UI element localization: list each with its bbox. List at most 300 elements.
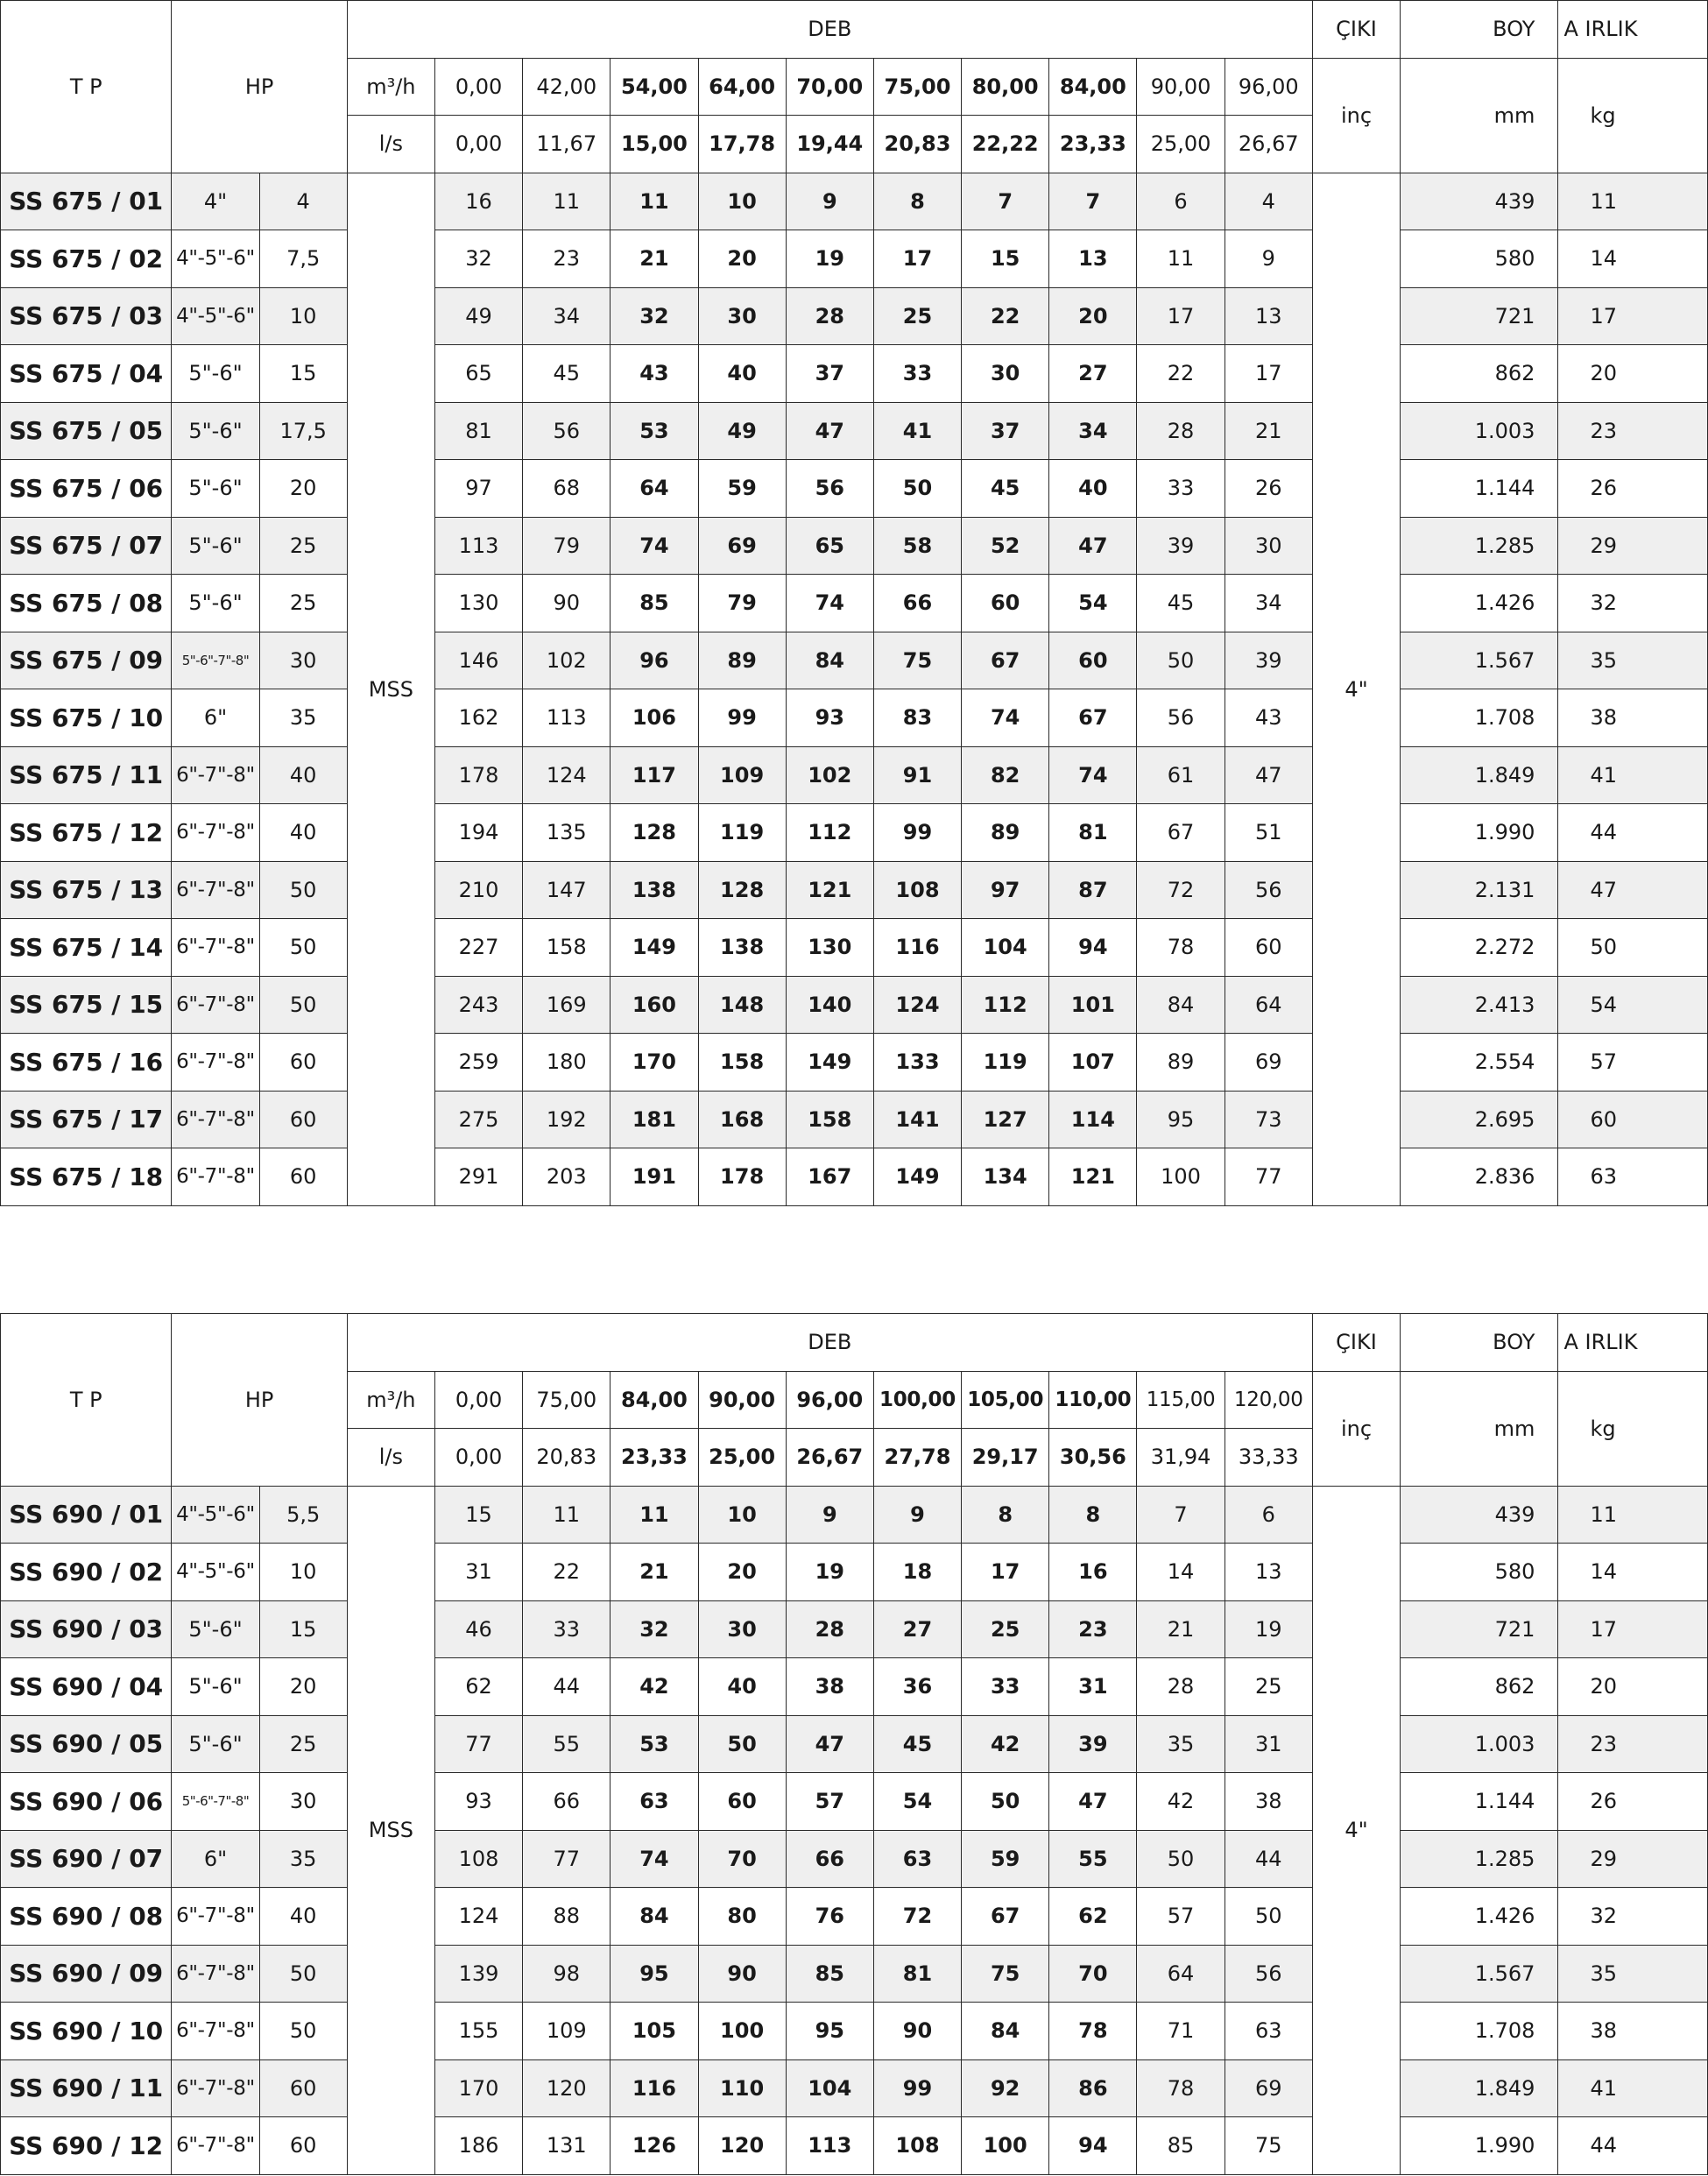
head-value: 291	[434, 1148, 522, 1206]
pump-model: SS 690 / 03	[1, 1600, 172, 1658]
flow-ls-value: 25,00	[698, 1429, 786, 1487]
head-value: 97	[434, 460, 522, 518]
head-value: 85	[786, 1945, 873, 2003]
head-value: 11	[1137, 230, 1225, 288]
head-value: 112	[962, 976, 1049, 1034]
head-value: 119	[962, 1034, 1049, 1092]
flow-ls-value: 25,00	[1137, 116, 1225, 173]
head-value: 78	[1137, 919, 1225, 977]
flow-ls-value: 17,78	[698, 116, 786, 173]
flow-m3h-value: 75,00	[873, 58, 961, 116]
head-value: 81	[873, 1945, 961, 2003]
pump-length: 1.003	[1401, 1715, 1558, 1773]
head-value: 32	[611, 1600, 698, 1658]
m3h-unit-label: m³/h	[347, 58, 434, 116]
head-value: 109	[523, 2003, 611, 2060]
table-row	[1, 1945, 1708, 2003]
head-value: 82	[962, 746, 1049, 804]
head-value: 80	[698, 1888, 786, 1946]
flow-m3h-value: 120,00	[1225, 1371, 1312, 1429]
head-value: 14	[1137, 1544, 1225, 1601]
flow-m3h-value: 100,00	[873, 1371, 961, 1429]
pump-weight: 35	[1558, 632, 1708, 689]
head-value: 95	[1137, 1091, 1225, 1148]
pump-length: 1.849	[1401, 2059, 1558, 2117]
well-diameter: 5"-6"	[172, 1658, 259, 1716]
well-diameter: 6"-7"-8"	[172, 1888, 259, 1946]
head-value: 69	[1225, 2059, 1312, 2117]
head-value: 62	[434, 1658, 522, 1716]
pump-weight: 11	[1558, 1486, 1708, 1544]
head-value: 11	[611, 173, 698, 230]
horsepower: 35	[259, 1830, 347, 1888]
pump-weight: 44	[1558, 2117, 1708, 2175]
head-value: 69	[698, 517, 786, 575]
head-value: 65	[434, 345, 522, 403]
head-value: 124	[523, 746, 611, 804]
head-value: 105	[611, 2003, 698, 2060]
head-value: 31	[434, 1544, 522, 1601]
head-value: 21	[611, 1544, 698, 1601]
head-value: 49	[434, 287, 522, 345]
pump-model: SS 690 / 08	[1, 1888, 172, 1946]
pump-model: SS 675 / 18	[1, 1148, 172, 1206]
head-value: 149	[873, 1148, 961, 1206]
table-row	[1, 2059, 1708, 2117]
pump-weight: 35	[1558, 1945, 1708, 2003]
pump-model: SS 675 / 08	[1, 575, 172, 632]
flow-ls-value: 15,00	[611, 116, 698, 173]
head-value: 39	[1225, 632, 1312, 689]
head-value: 91	[873, 746, 961, 804]
well-diameter: 4"	[172, 173, 259, 230]
head-value: 17	[873, 230, 961, 288]
horsepower: 40	[259, 804, 347, 862]
head-value: 84	[611, 1888, 698, 1946]
pump-length: 1.426	[1401, 575, 1558, 632]
head-value: 37	[962, 402, 1049, 460]
ls-unit-label: l/s	[347, 1429, 434, 1487]
head-value: 83	[873, 689, 961, 747]
head-value: 160	[611, 976, 698, 1034]
head-value: 54	[1049, 575, 1137, 632]
head-value: 20	[698, 230, 786, 288]
head-value: 68	[523, 460, 611, 518]
table-row	[1, 2117, 1708, 2175]
flow-ls-value: 22,22	[962, 116, 1049, 173]
head-value: 108	[434, 1830, 522, 1888]
flow-rate-header: DEB	[347, 1, 1312, 59]
pump-weight: 23	[1558, 402, 1708, 460]
pump-model: SS 675 / 14	[1, 919, 172, 977]
head-value: 15	[962, 230, 1049, 288]
head-value: 28	[786, 1600, 873, 1658]
head-value: 59	[962, 1830, 1049, 1888]
head-value: 38	[786, 1658, 873, 1716]
head-value: 98	[523, 1945, 611, 2003]
table-row	[1, 575, 1708, 632]
pump-length: 580	[1401, 1544, 1558, 1601]
table-row	[1, 1600, 1708, 1658]
head-value: 128	[611, 804, 698, 862]
head-value: 22	[1137, 345, 1225, 403]
head-value: 17	[1137, 287, 1225, 345]
head-value: 77	[523, 1830, 611, 1888]
head-value: 23	[523, 230, 611, 288]
head-value: 66	[786, 1830, 873, 1888]
head-value: 146	[434, 632, 522, 689]
pump-model: SS 690 / 07	[1, 1830, 172, 1888]
head-value: 49	[698, 402, 786, 460]
head-value: 186	[434, 2117, 522, 2175]
head-value: 99	[698, 689, 786, 747]
pump-length: 580	[1401, 230, 1558, 288]
head-value: 81	[1049, 804, 1137, 862]
pump-model: SS 675 / 10	[1, 689, 172, 747]
flow-m3h-value: 42,00	[523, 58, 611, 116]
horsepower: 60	[259, 1091, 347, 1148]
head-value: 93	[786, 689, 873, 747]
head-value: 78	[1137, 2059, 1225, 2117]
head-value: 95	[786, 2003, 873, 2060]
head-value: 74	[611, 517, 698, 575]
head-value: 64	[611, 460, 698, 518]
horsepower: 60	[259, 1034, 347, 1092]
head-value: 55	[1049, 1830, 1137, 1888]
pump-model: SS 690 / 10	[1, 2003, 172, 2060]
head-value: 34	[1049, 402, 1137, 460]
ls-unit-label: l/s	[347, 116, 434, 173]
flow-ls-value: 23,33	[1049, 116, 1137, 173]
head-value: 39	[1137, 517, 1225, 575]
flow-ls-value: 29,17	[962, 1429, 1049, 1487]
flow-ls-value: 0,00	[434, 116, 522, 173]
horsepower: 50	[259, 976, 347, 1034]
head-value: 47	[1049, 517, 1137, 575]
head-value: 33	[1137, 460, 1225, 518]
well-diameter: 5"-6"	[172, 460, 259, 518]
head-value: 23	[1049, 1600, 1137, 1658]
head-value: 40	[698, 345, 786, 403]
head-value: 19	[1225, 1600, 1312, 1658]
head-value: 50	[962, 1773, 1049, 1831]
head-value: 51	[1225, 804, 1312, 862]
head-value: 7	[1137, 1486, 1225, 1544]
head-value: 25	[1225, 1658, 1312, 1716]
head-value: 28	[1137, 402, 1225, 460]
pump-weight: 38	[1558, 2003, 1708, 2060]
head-value: 75	[873, 632, 961, 689]
outlet-size: 4"	[1312, 173, 1400, 1205]
head-value: 45	[1137, 575, 1225, 632]
horsepower: 50	[259, 919, 347, 977]
head-value: 19	[786, 1544, 873, 1601]
pump-length: 2.554	[1401, 1034, 1558, 1092]
pump-weight: 57	[1558, 1034, 1708, 1092]
head-value: 54	[873, 1773, 961, 1831]
horsepower: 15	[259, 345, 347, 403]
pump-length: 439	[1401, 1486, 1558, 1544]
flow-m3h-value: 0,00	[434, 1371, 522, 1429]
head-value: 56	[523, 402, 611, 460]
head-value: 22	[523, 1544, 611, 1601]
head-value: 25	[873, 287, 961, 345]
head-value: 79	[523, 517, 611, 575]
pump-model: SS 690 / 05	[1, 1715, 172, 1773]
length-header: BOY	[1401, 1, 1558, 59]
head-value: 21	[1137, 1600, 1225, 1658]
horsepower: 30	[259, 1773, 347, 1831]
horsepower: 50	[259, 861, 347, 919]
head-value: 45	[962, 460, 1049, 518]
head-value: 167	[786, 1148, 873, 1206]
pump-length: 1.003	[1401, 402, 1558, 460]
outlet-size: 4"	[1312, 1486, 1400, 2174]
head-value: 90	[523, 575, 611, 632]
head-value: 88	[523, 1888, 611, 1946]
head-value: 66	[523, 1773, 611, 1831]
head-value: 7	[962, 173, 1049, 230]
pump-length: 1.849	[1401, 746, 1558, 804]
table-row	[1, 1091, 1708, 1148]
flow-ls-value: 0,00	[434, 1429, 522, 1487]
head-value: 41	[873, 402, 961, 460]
flow-m3h-value: 90,00	[698, 1371, 786, 1429]
head-value: 168	[698, 1091, 786, 1148]
head-value: 96	[611, 632, 698, 689]
head-value: 33	[523, 1600, 611, 1658]
well-diameter: 5"-6"	[172, 402, 259, 460]
pump-model: SS 675 / 17	[1, 1091, 172, 1148]
well-diameter: 4"-5"-6"	[172, 287, 259, 345]
head-value: 100	[962, 2117, 1049, 2175]
pump-length: 2.413	[1401, 976, 1558, 1034]
head-value: 38	[1225, 1773, 1312, 1831]
head-value: 275	[434, 1091, 522, 1148]
table-row	[1, 689, 1708, 747]
head-value: 106	[611, 689, 698, 747]
head-value: 8	[873, 173, 961, 230]
head-value: 57	[786, 1773, 873, 1831]
head-value: 64	[1225, 976, 1312, 1034]
pump-model: SS 675 / 09	[1, 632, 172, 689]
head-value: 113	[434, 517, 522, 575]
head-value: 178	[434, 746, 522, 804]
head-value: 67	[1137, 804, 1225, 862]
head-value: 52	[962, 517, 1049, 575]
head-value: 67	[962, 632, 1049, 689]
head-value: 81	[434, 402, 522, 460]
well-diameter: 6"-7"-8"	[172, 1091, 259, 1148]
horsepower: 35	[259, 689, 347, 747]
head-value: 114	[1049, 1091, 1137, 1148]
head-value: 158	[786, 1091, 873, 1148]
pump-length: 862	[1401, 345, 1558, 403]
pump-length: 1.708	[1401, 2003, 1558, 2060]
head-value: 33	[962, 1658, 1049, 1716]
pump-weight: 26	[1558, 1773, 1708, 1831]
pump-weight: 20	[1558, 1658, 1708, 1716]
head-value: 50	[873, 460, 961, 518]
head-value: 79	[698, 575, 786, 632]
horsepower: 60	[259, 2117, 347, 2175]
head-value: 28	[1137, 1658, 1225, 1716]
head-value: 74	[611, 1830, 698, 1888]
horsepower: 60	[259, 2059, 347, 2117]
head-value: 180	[523, 1034, 611, 1092]
flow-m3h-value: 64,00	[698, 58, 786, 116]
pump-model: SS 675 / 04	[1, 345, 172, 403]
head-value: 53	[611, 1715, 698, 1773]
head-value: 90	[698, 1945, 786, 2003]
well-diameter: 6"-7"-8"	[172, 919, 259, 977]
horsepower: 17,5	[259, 402, 347, 460]
m3h-unit-label: m³/h	[347, 1371, 434, 1429]
table-row	[1, 1830, 1708, 1888]
head-value: 27	[1049, 345, 1137, 403]
head-value: 101	[1049, 976, 1137, 1034]
pump-model: SS 675 / 03	[1, 287, 172, 345]
head-value: 53	[611, 402, 698, 460]
pump-weight: 20	[1558, 345, 1708, 403]
head-value: 89	[962, 804, 1049, 862]
flow-m3h-value: 70,00	[786, 58, 873, 116]
head-value: 86	[1049, 2059, 1137, 2117]
head-value: 63	[873, 1830, 961, 1888]
pump-weight: 23	[1558, 1715, 1708, 1773]
head-value: 10	[698, 173, 786, 230]
flow-m3h-value: 90,00	[1137, 58, 1225, 116]
weight-header: A IRLIK	[1558, 1314, 1708, 1372]
head-value: 138	[698, 919, 786, 977]
head-value: 259	[434, 1034, 522, 1092]
well-diameter: 5"-6"	[172, 345, 259, 403]
head-value: 89	[698, 632, 786, 689]
head-value: 13	[1049, 230, 1137, 288]
pump-model: SS 690 / 01	[1, 1486, 172, 1544]
flow-ls-value: 19,44	[786, 116, 873, 173]
motor-type: MSS	[347, 173, 434, 1205]
head-value: 99	[873, 2059, 961, 2117]
head-value: 141	[873, 1091, 961, 1148]
flow-ls-value: 11,67	[523, 116, 611, 173]
head-value: 69	[1225, 1034, 1312, 1092]
pump-model: SS 690 / 11	[1, 2059, 172, 2117]
head-value: 61	[1137, 746, 1225, 804]
table-row	[1, 1034, 1708, 1092]
table-row	[1, 861, 1708, 919]
head-value: 17	[1225, 345, 1312, 403]
table-row	[1, 1715, 1708, 1773]
head-value: 11	[523, 1486, 611, 1544]
head-value: 40	[1049, 460, 1137, 518]
flow-m3h-value: 80,00	[962, 58, 1049, 116]
head-value: 108	[873, 861, 961, 919]
head-value: 50	[698, 1715, 786, 1773]
table-row	[1, 976, 1708, 1034]
pump-weight: 38	[1558, 689, 1708, 747]
hp-column-header: HP	[172, 1314, 347, 1487]
head-value: 56	[1225, 861, 1312, 919]
head-value: 149	[786, 1034, 873, 1092]
head-value: 16	[1049, 1544, 1137, 1601]
hp-column-header: HP	[172, 1, 347, 173]
pump-weight: 63	[1558, 1148, 1708, 1206]
table-row	[1, 632, 1708, 689]
head-value: 116	[873, 919, 961, 977]
head-value: 32	[434, 230, 522, 288]
head-value: 60	[698, 1773, 786, 1831]
head-value: 243	[434, 976, 522, 1034]
head-value: 119	[698, 804, 786, 862]
head-value: 191	[611, 1148, 698, 1206]
head-value: 63	[1225, 2003, 1312, 2060]
pump-weight: 54	[1558, 976, 1708, 1034]
horsepower: 20	[259, 1658, 347, 1716]
pump-model: SS 675 / 06	[1, 460, 172, 518]
outlet-header: ÇIKI	[1312, 1314, 1400, 1372]
table-row	[1, 402, 1708, 460]
head-value: 76	[786, 1888, 873, 1946]
head-value: 155	[434, 2003, 522, 2060]
head-value: 20	[1049, 287, 1137, 345]
well-diameter: 6"	[172, 1830, 259, 1888]
head-value: 77	[434, 1715, 522, 1773]
pump-weight: 50	[1558, 919, 1708, 977]
well-diameter: 5"-6"	[172, 517, 259, 575]
well-diameter: 6"-7"-8"	[172, 976, 259, 1034]
head-value: 15	[434, 1486, 522, 1544]
head-value: 7	[1049, 173, 1137, 230]
head-value: 65	[786, 517, 873, 575]
pump-length: 1.426	[1401, 1888, 1558, 1946]
table-row	[1, 287, 1708, 345]
well-diameter: 6"-7"-8"	[172, 1148, 259, 1206]
head-value: 124	[434, 1888, 522, 1946]
flow-m3h-value: 105,00	[962, 1371, 1049, 1429]
well-diameter: 5"-6"	[172, 1715, 259, 1773]
head-value: 43	[1225, 689, 1312, 747]
table-row	[1, 804, 1708, 862]
well-diameter: 6"-7"-8"	[172, 2117, 259, 2175]
flow-m3h-value: 96,00	[786, 1371, 873, 1429]
kg-unit-label: kg	[1558, 58, 1708, 173]
head-value: 92	[962, 2059, 1049, 2117]
pump-length: 1.567	[1401, 1945, 1558, 2003]
flow-m3h-value: 0,00	[434, 58, 522, 116]
horsepower: 7,5	[259, 230, 347, 288]
table-row	[1, 1773, 1708, 1831]
horsepower: 50	[259, 2003, 347, 2060]
head-value: 22	[962, 287, 1049, 345]
mm-unit-label: mm	[1401, 58, 1558, 173]
well-diameter: 6"-7"-8"	[172, 861, 259, 919]
pump-length: 721	[1401, 1600, 1558, 1658]
pump-model: SS 675 / 07	[1, 517, 172, 575]
flow-m3h-value: 96,00	[1225, 58, 1312, 116]
head-value: 42	[1137, 1773, 1225, 1831]
head-value: 16	[434, 173, 522, 230]
head-value: 85	[1137, 2117, 1225, 2175]
header-row-labels	[1, 1, 1708, 59]
flow-ls-value: 33,33	[1225, 1429, 1312, 1487]
head-value: 62	[1049, 1888, 1137, 1946]
head-value: 25	[962, 1600, 1049, 1658]
well-diameter: 4"-5"-6"	[172, 1544, 259, 1601]
head-value: 139	[434, 1945, 522, 2003]
flow-ls-value: 23,33	[611, 1429, 698, 1487]
head-value: 121	[1049, 1148, 1137, 1206]
